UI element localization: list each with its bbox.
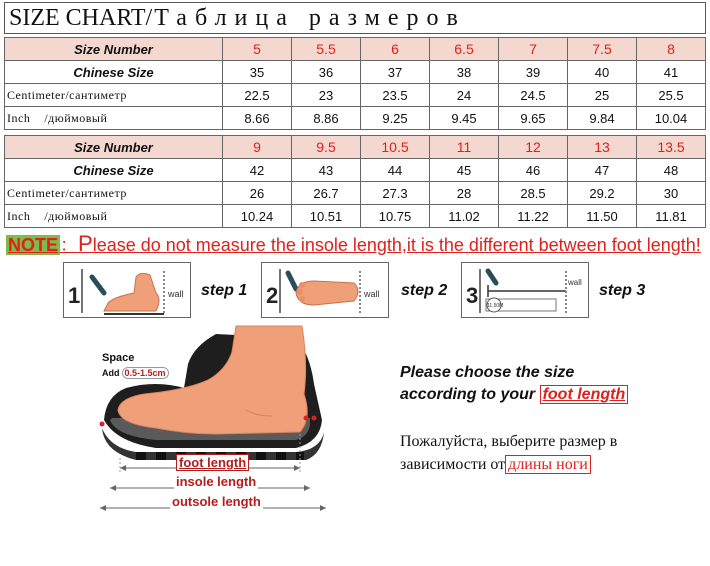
cell: 11.02	[430, 205, 499, 228]
cell: 24	[430, 84, 499, 107]
ru-choose-line-2-text: зависимости от	[400, 456, 506, 473]
title-en: SIZE CHART/	[9, 5, 153, 31]
cell: 28.5	[499, 182, 568, 205]
cell: 48	[637, 159, 706, 182]
table2-inch-row	[5, 205, 706, 228]
cell: 6	[361, 38, 430, 61]
row-label: Chinese Size	[5, 159, 223, 182]
table2-chinese-size-row	[5, 159, 706, 182]
cell: 8.86	[292, 107, 361, 130]
cell: 38	[430, 61, 499, 84]
cell: 25.5	[637, 84, 706, 107]
cell: 26	[223, 182, 292, 205]
step-2-number: 2	[266, 283, 279, 308]
measure-note	[6, 232, 706, 256]
cell: 23	[292, 84, 361, 107]
choose-line-1: Please choose the size	[400, 364, 575, 381]
cell: 5.5	[292, 38, 361, 61]
cell: 22.5	[223, 84, 292, 107]
table2-centimeter-row	[5, 182, 706, 205]
cell: 40	[568, 61, 637, 84]
step-1-number: 1	[68, 283, 81, 308]
cell: 9.25	[361, 107, 430, 130]
outsole-length-label: outsole length	[172, 494, 261, 509]
step-2-label: step 2	[401, 282, 448, 299]
pen-icon	[488, 271, 496, 283]
cell: 5	[223, 38, 292, 61]
space-label: Space	[102, 352, 135, 364]
cell: 8.66	[223, 107, 292, 130]
size-table-1	[4, 37, 706, 130]
pen-icon	[288, 273, 296, 289]
table1-chinese-size-row	[5, 61, 706, 84]
cell: 10.04	[637, 107, 706, 130]
foot-length-highlight: foot length	[540, 385, 629, 404]
cell: 27.3	[361, 182, 430, 205]
cell: 10.51	[292, 205, 361, 228]
step-2-panel	[261, 262, 389, 318]
cell: 10.24	[223, 205, 292, 228]
foot-length-label: foot length	[176, 454, 249, 471]
table1-centimeter-row	[5, 84, 706, 107]
wall-label: wall	[568, 278, 582, 287]
cell: 26.7	[292, 182, 361, 205]
row-label: Inch /дюймовый	[5, 107, 223, 130]
cell: 9	[223, 136, 292, 159]
table1-size-number-row	[5, 38, 706, 61]
space-add-label	[102, 368, 169, 378]
cell: 12	[499, 136, 568, 159]
title-ru: Таблица размеров	[154, 5, 466, 31]
ru-choose-line-2	[400, 456, 591, 474]
cell: 13.5	[637, 136, 706, 159]
cell: 29.2	[568, 182, 637, 205]
row-label: Size Number	[5, 38, 223, 61]
cell: 7	[499, 38, 568, 61]
row-label: Centimeter/сантиметр	[5, 182, 223, 205]
note-tag: NOTE	[8, 235, 59, 255]
cell: 23.5	[361, 84, 430, 107]
cell: 6.5	[430, 38, 499, 61]
step-3-label: step 3	[599, 282, 646, 299]
insole-length-label: insole length	[176, 474, 257, 489]
size-table-2	[4, 135, 706, 228]
ru-choose-line-1: Пожалуйста, выберите размер в	[400, 433, 618, 450]
foot-side-icon	[104, 273, 159, 311]
table1-inch-row	[5, 107, 706, 130]
note-text: lease do not measure the insole length,it is the different between foot length!	[92, 235, 701, 255]
step-3-number: 3	[466, 283, 479, 308]
cell: 43	[292, 159, 361, 182]
cell: 9.65	[499, 107, 568, 130]
cell: 28	[430, 182, 499, 205]
cell: 11.22	[499, 205, 568, 228]
cell: 9.45	[430, 107, 499, 130]
cell: 46	[499, 159, 568, 182]
cell: 11.81	[637, 205, 706, 228]
step-3-illustration	[462, 263, 588, 317]
cell: 42	[223, 159, 292, 182]
table2-size-number-row	[5, 136, 706, 159]
cell: 37	[361, 61, 430, 84]
ruler-reading: 11.50M	[487, 303, 504, 309]
cell: 10.5	[361, 136, 430, 159]
cell: 36	[292, 61, 361, 84]
cell: 7.5	[568, 38, 637, 61]
cell: 45	[430, 159, 499, 182]
row-label: Chinese Size	[5, 61, 223, 84]
cell: 8	[637, 38, 706, 61]
step-2-illustration	[262, 263, 388, 317]
step-1-label: step 1	[201, 282, 248, 299]
cell: 11.50	[568, 205, 637, 228]
cell: 44	[361, 159, 430, 182]
wall-label: wall	[364, 289, 380, 299]
choose-line-2	[400, 386, 628, 404]
cell: 13	[568, 136, 637, 159]
step-3-panel	[461, 262, 589, 318]
cell: 24.5	[499, 84, 568, 107]
row-label: Centimeter/сантиметр	[5, 84, 223, 107]
pen-icon	[92, 277, 104, 293]
wall-label: wall	[168, 289, 184, 299]
step-1-panel	[63, 262, 191, 318]
step-1-illustration	[64, 263, 190, 317]
cell: 47	[568, 159, 637, 182]
cell: 30	[637, 182, 706, 205]
cell: 9.5	[292, 136, 361, 159]
cell: 41	[637, 61, 706, 84]
choose-line-2-text: according to your	[400, 386, 536, 403]
foot-top-icon	[296, 281, 358, 305]
cell: 35	[223, 61, 292, 84]
ru-foot-length-highlight: длины ноги	[505, 455, 591, 474]
row-label: Size Number	[5, 136, 223, 159]
cell: 39	[499, 61, 568, 84]
row-label: Inch /дюймовый	[5, 205, 223, 228]
add-range: 0.5-1.5cm	[122, 367, 169, 379]
cell: 10.75	[361, 205, 430, 228]
cell: 25	[568, 84, 637, 107]
note-colon: ：	[60, 235, 79, 255]
add-label: Add	[102, 368, 120, 378]
size-chart-title	[4, 2, 706, 34]
cell: 11	[430, 136, 499, 159]
note-first-letter: P	[78, 231, 93, 256]
cell: 9.84	[568, 107, 637, 130]
